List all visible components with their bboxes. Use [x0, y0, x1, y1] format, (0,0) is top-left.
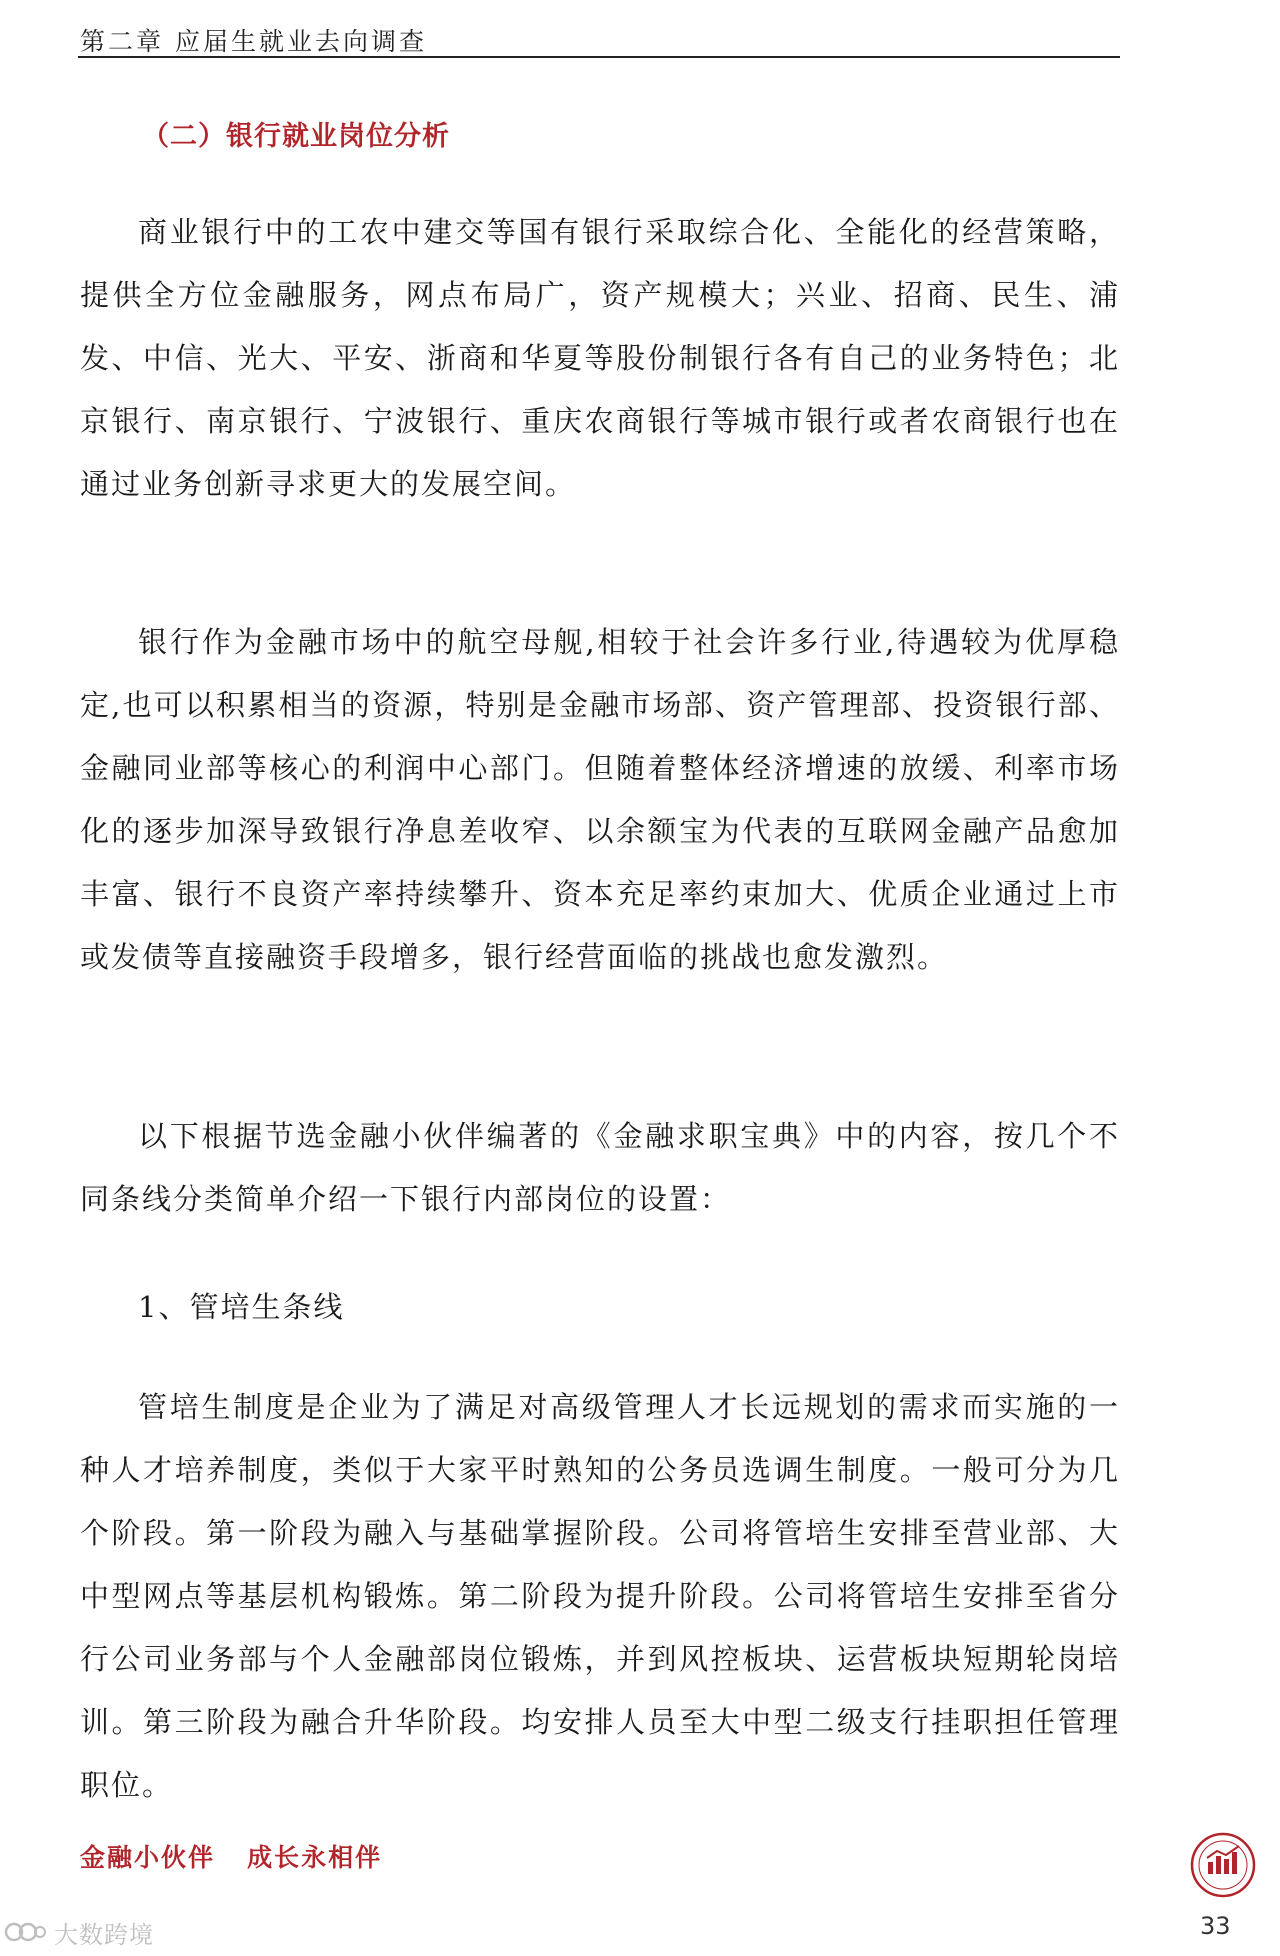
page-header — [78, 16, 1120, 58]
paragraph-management-trainee: 管培生制度是企业为了满足对高级管理人才长远规划的需求而实施的一种人才培养制度，类似于大家平时熟知的公务员选调生制度。一般可分为几个阶段。第一阶段为融入与基础掌握阶段。公司将管培生安排至营业部、大中型网点等基层机构锻炼。第二阶段为提升阶段。公司将管培生安排至省分行公司业务部与个人金融部岗位锻炼，并到风控板块、运营板块短期轮岗培训。第三阶段为融合升华阶段。均安排人员至大中型二级支行挂职担任管理职位。 — [80, 1390, 1120, 1802]
page-number: 33 — [1200, 1912, 1231, 1940]
watermark-text: 大数跨境 — [54, 1920, 154, 1949]
brand-seal-icon — [1190, 1832, 1256, 1898]
footer-slogan: 金融小伙伴 成长永相伴 — [80, 1843, 383, 1872]
section-title: （二）银行就业岗位分析 — [142, 121, 450, 152]
chapter-title: 第二章 应届生就业去向调查 — [80, 27, 427, 56]
watermark-logo-icon — [4, 1918, 48, 1946]
watermark — [4, 1915, 154, 1949]
subheading-management-trainee: 1、管培生条线 — [138, 1290, 345, 1324]
paragraph-intro-positions: 以下根据节选金融小伙伴编著的《金融求职宝典》中的内容，按几个不同条线分类简单介绍一下银行内部岗位的设置： — [80, 1119, 1120, 1216]
paragraph-bank-challenges: 银行作为金融市场中的航空母舰,相较于社会许多行业,待遇较为优厚稳定,也可以积累相当的资源，特别是金融市场部、资产管理部、投资银行部、金融同业部等核心的利润中心部门。但随着整体经济增速的放缓、利率市场化的逐步加深导致银行净息差收窄、以余额宝为代表的互联网金融产品愈加丰富、银行不良资产率持续攀升、资本充足率约束加大、优质企业通过上市或发债等直接融资手段增多，银行经营面临的挑战也愈发激烈。 — [80, 625, 1120, 974]
paragraph-bank-types: 商业银行中的工农中建交等国有银行采取综合化、全能化的经营策略，提供全方位金融服务，网点布局广，资产规模大；兴业、招商、民生、浦发、中信、光大、平安、浙商和华夏等股份制银行各有自己的业务特色；北京银行、南京银行、宁波银行、重庆农商银行等城市银行或者农商银行也在通过业务创新寻求更大的发展空间。 — [80, 215, 1120, 501]
